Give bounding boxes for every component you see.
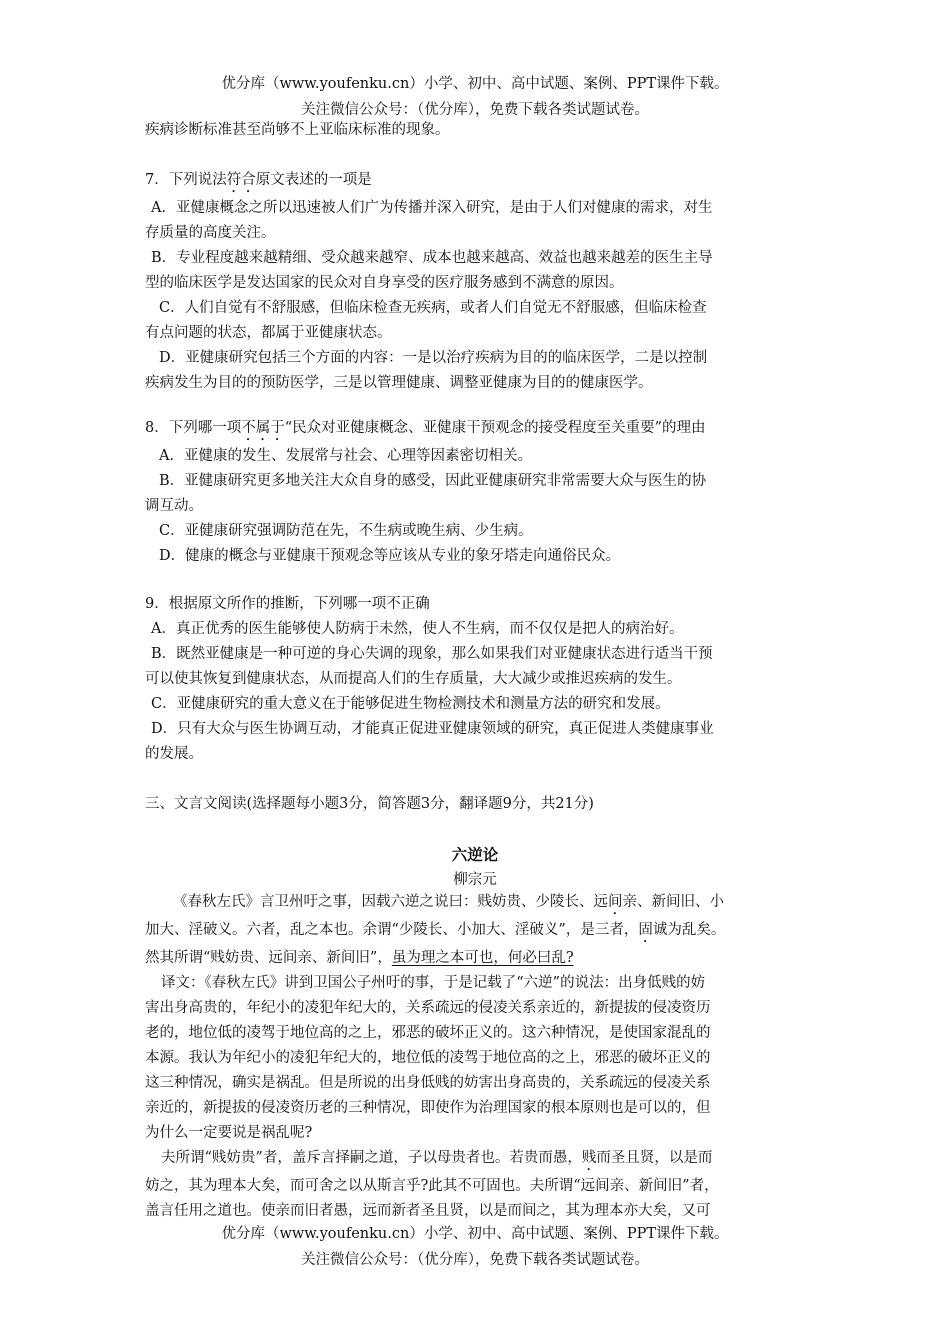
q7-option-a-line2: 存质量的高度关注。: [145, 225, 276, 241]
q7-option-c-line2: 有点问题的状态，都属于亚健康状态。: [145, 325, 392, 341]
article-p1-line3: 然其所谓“贱妨贵、远间亲、新间旧”，虽为理之本可也，何必曰乱?: [145, 950, 574, 966]
article-p1-line1: 《春秋左氏》言卫州吁之事，因载六逆之说曰：贱妨贵、少陵长、远间亲、新间旧、小: [173, 894, 724, 910]
intro-tail: 疾病诊断标准甚至尚够不上亚临床标准的现象。: [145, 122, 450, 138]
q7-option-a-line1: A．亚健康概念之所以迅速被人们广为传播并深入研究，是由于人们对健康的需求，对生: [151, 200, 713, 216]
question-9-stem: 9．根据原文所作的推断，下列哪一项不正确: [145, 596, 430, 612]
article-p2-line3: 盖言任用之道也。使亲而旧者愚，远而新者圣且贤，以是而间之，其为理本亦大矣，又可: [145, 1203, 711, 1219]
q9-option-c-line1: C．亚健康研究的重大意义在于能够促进生物检测技术和测量方法的研究和发展。: [151, 696, 670, 712]
q8-option-d-line1: D．健康的概念与亚健康干预观念等应该从专业的象牙塔走向通俗民众。: [159, 548, 621, 564]
q7-option-d-line2: 疾病发生为目的的预防医学，三是以管理健康、调整亚健康为目的的健康医学。: [145, 375, 653, 391]
q9-option-a-line1: A．真正优秀的医生能够使人防病于未然，使人不生病，而不仅仅是把人的病治好。: [151, 621, 684, 637]
section-3-heading: 三、文言文阅读(选择题每小题3分，简答题3分，翻译题9分，共21分): [145, 796, 594, 812]
q8-option-b-line2: 调互动。: [145, 498, 203, 514]
header-line-1: 优分库（www.youfenku.cn）小学、初中、高中试题、案例、PPT课件下载。: [221, 76, 729, 92]
q7-option-b-line1: B．专业程度越来越精细、受众越来越窄、成本也越来越高、效益也越来越差的医生主导: [151, 250, 713, 266]
translation-line6: 亲近的，新提拔的侵凌资历老的三种情况，即使作为治理国家的根本原则也是可以的，但: [145, 1100, 711, 1116]
header-line-2: 关注微信公众号：（优分库），免费下载各类试题试卷。: [301, 102, 649, 118]
footer-line-1: 优分库（www.youfenku.cn）小学、初中、高中试题、案例、PPT课件下载。: [221, 1226, 729, 1242]
translation-line3: 老的，地位低的凌驾于地位高的之上，邪恶的破坏正义的。这六种情况，是使国家混乱的: [145, 1025, 711, 1041]
q9-option-d-line1: D．只有大众与医生协调互动，才能真正促进亚健康领域的研究，真正促进人类健康事业: [151, 721, 714, 737]
q9-option-d-line2: 的发展。: [145, 746, 203, 762]
q8-option-c-line1: C．亚健康研究强调防范在先，不生病或晚生病、少生病。: [159, 523, 533, 539]
q8-option-a-line1: A．亚健康的发生、发展常与社会、心理等因素密切相关。: [159, 448, 532, 464]
translation-line5: 这三种情况，确实是祸乱。但是所说的出身低贱的妨害出身高贵的，关系疏远的侵凌关系: [145, 1075, 711, 1091]
article-author: 柳宗元: [453, 872, 497, 888]
translation-line4: 本源。我认为年纪小的凌犯年纪大的，地位低的凌驾于地位高的之上，邪恶的破坏正义的: [145, 1050, 711, 1066]
question-7: [145, 168, 813, 396]
question-8: [145, 416, 813, 569]
q7-option-d-line1: D．亚健康研究包括三个方面的内容：一是以治疗疾病为目的的临床医学，二是以控制: [159, 350, 708, 366]
article-p2-line2: 妨之，其为理本大矣，而可舍之以从斯言乎?此其不可固也。夫所谓“远间亲、新间旧”者，: [145, 1178, 719, 1194]
translation-line1: 译文：《春秋左氏》讲到卫国公子州吁的事，于是记载了“六逆”的说法：出身低贱的妨: [161, 975, 706, 991]
q7-option-c-line1: C．人们自觉有不舒服感，但临床检查无疾病，或者人们自觉无不舒服感，但临床检查: [159, 300, 707, 316]
q9-option-b-line2: 可以使其恢复到健康状态，从而提高人们的生存质量，大大减少或推迟疾病的发生。: [145, 671, 682, 687]
article-p2-line1: 夫所谓“贱妨贵”者，盖斥言择嗣之道，子以母贵者也。若贵而愚，贱而圣且贤，以是而: [161, 1150, 713, 1166]
article-body: [145, 890, 820, 1224]
q9-option-b-line1: B．既然亚健康是一种可逆的身心失调的现象，那么如果我们对亚健康状态进行适当干预: [151, 646, 713, 662]
question-7-stem: 7．下列说法符合原文表述的一项是: [145, 172, 372, 188]
footer-line-2: 关注微信公众号：（优分库），免费下载各类试题试卷。: [301, 1252, 649, 1268]
article-title: 六逆论: [451, 845, 499, 864]
translation-line2: 害出身高贵的，年纪小的凌犯年纪大的，关系疏远的侵凌关系亲近的，新提拔的侵凌资历: [145, 1000, 711, 1016]
translation-line7: 为什么一定要说是祸乱呢?: [145, 1125, 313, 1141]
article-p1-line2: 加大、淫破义。六者，乱之本也。余谓“少陵长、小加大、淫破义”，是三者，固诚为乱矣。: [145, 922, 726, 938]
underlined-sentence: 虽为理之本可也，何必曰乱?: [391, 950, 574, 966]
question-9: [145, 592, 813, 767]
q7-option-b-line2: 型的临床医学是发达国家的民众对自身享受的医疗服务感到不满意的原因。: [145, 275, 624, 291]
q8-option-b-line1: B．亚健康研究更多地关注大众自身的感受，因此亚健康研究非常需要大众与医生的协: [159, 473, 707, 489]
question-8-stem: 8．下列哪一项不属于“民众对亚健康概念、亚健康干预观念的接受程度至关重要”的理由: [145, 420, 706, 436]
